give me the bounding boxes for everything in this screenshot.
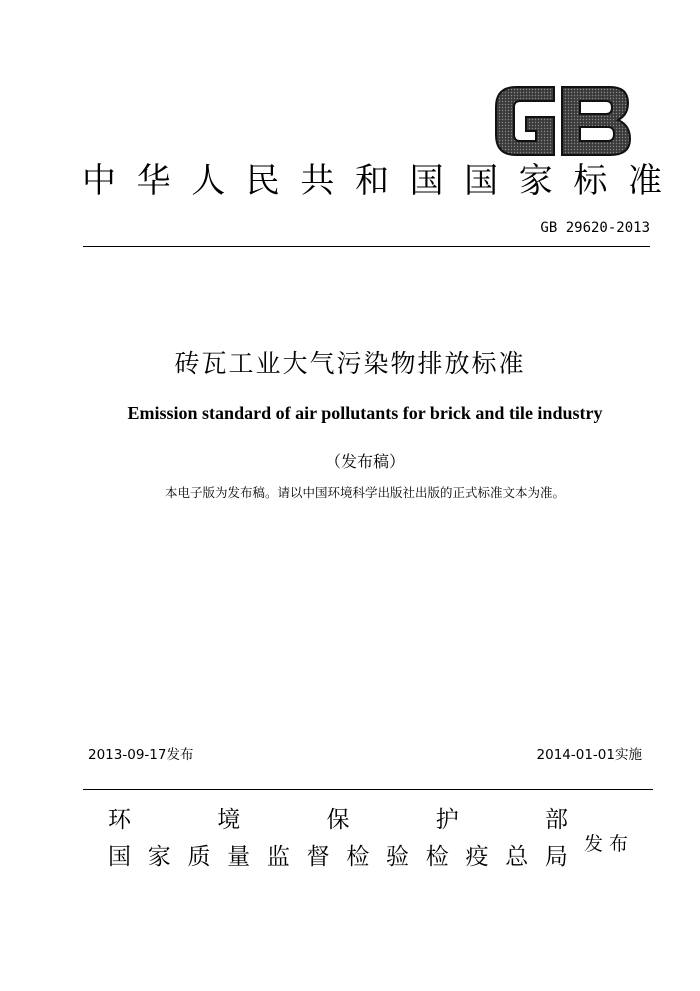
national-title-char: 准: [627, 161, 662, 201]
draft-label: （发布稿）: [324, 452, 405, 471]
national-title-char: 华: [136, 161, 171, 201]
issuer-quality-supervision: [108, 842, 568, 872]
national-standard-title: [82, 160, 662, 202]
issuer-line2-char: 质: [187, 844, 211, 870]
national-title-char: 家: [518, 161, 553, 201]
issuer-line2-char: 监: [266, 844, 290, 870]
english-title: Emission standard of air pollutants for brick and tile industry: [127, 403, 603, 423]
national-title-char: 人: [191, 161, 226, 201]
national-title-char: 共: [300, 161, 335, 201]
issuer-line2-char: 检: [425, 844, 449, 870]
issuer-line2-char: 家: [147, 844, 171, 870]
issuer-line2-char: 总: [505, 844, 529, 870]
national-title-char: 国: [464, 161, 499, 201]
national-title-char: 国: [409, 161, 444, 201]
issuer-line1-char: 护: [435, 807, 459, 833]
national-title-char: 中: [82, 161, 116, 201]
issuer-line1-char: 境: [217, 807, 241, 833]
issuer-line1-char: 部: [545, 807, 568, 833]
chinese-title: 砖瓦工业大气污染物排放标准: [174, 349, 526, 378]
issuer-line2-char: 国: [108, 844, 131, 870]
national-title-char: 和: [354, 161, 389, 201]
issue-date: 2013-09-17发布: [88, 747, 194, 763]
issuer-line2-char: 验: [386, 844, 410, 870]
issuer-line2-char: 检: [346, 844, 370, 870]
top-divider: [83, 246, 650, 247]
implementation-date: 2014-01-01实施: [536, 747, 642, 763]
issuer-line2-char: 量: [227, 844, 251, 870]
issuer-line2-char: 督: [306, 844, 330, 870]
national-title-char: 民: [245, 161, 280, 201]
issuer-line1-char: 保: [326, 807, 350, 833]
bottom-divider: [83, 789, 653, 790]
issuer-ministry-environment: [108, 805, 568, 835]
publish-label: 发布: [584, 833, 635, 855]
issuer-line2-char: 疫: [465, 844, 489, 870]
standard-number: GB 29620-2013: [540, 220, 650, 236]
issuer-line1-char: 环: [108, 807, 131, 833]
draft-note: 本电子版为发布稿。请以中国环境科学出版社出版的正式标准文本为准。: [164, 485, 565, 500]
issuer-line2-char: 局: [544, 844, 568, 870]
national-title-char: 标: [573, 161, 608, 201]
gb-standard-logo-icon: [492, 85, 632, 157]
